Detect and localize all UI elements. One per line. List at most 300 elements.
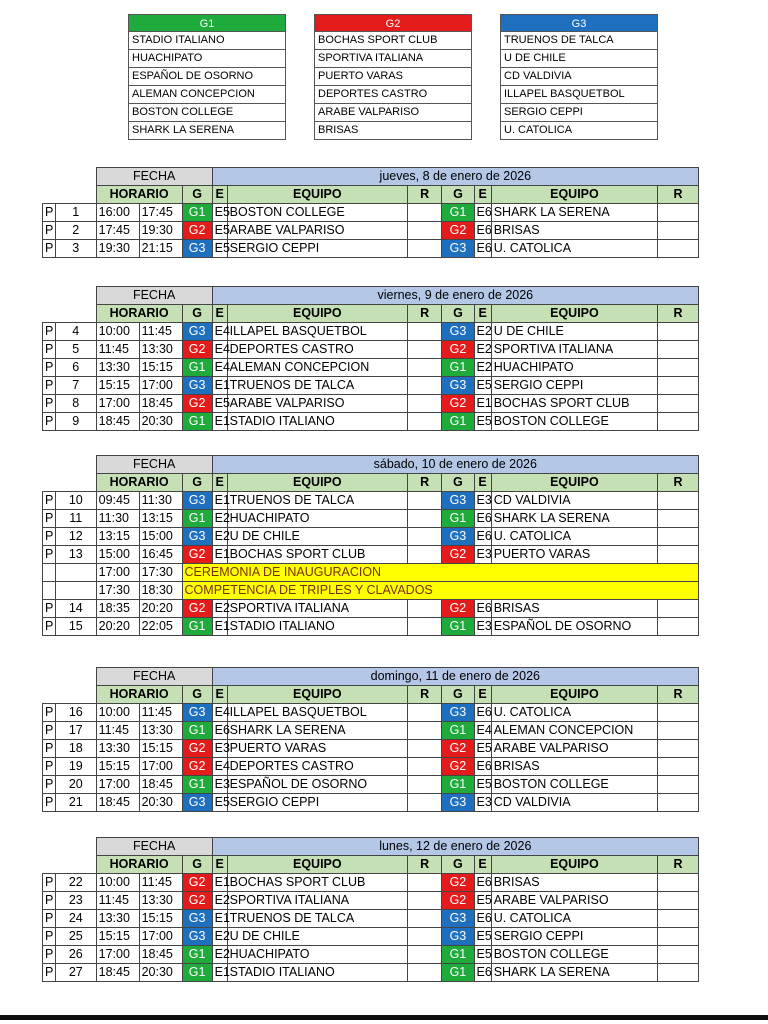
team-header: EQUIPO — [227, 856, 407, 874]
group-col-header: G — [182, 856, 212, 874]
group-badge: G3 — [442, 928, 474, 946]
end-time: 17:45 — [139, 204, 182, 222]
team-header: EQUIPO — [491, 305, 657, 323]
team-number: E3 — [474, 618, 491, 636]
date-header: lunes, 12 de enero de 2026 — [212, 838, 698, 856]
result-cell — [408, 240, 442, 258]
result-cell — [658, 222, 699, 240]
date-header: domingo, 11 de enero de 2026 — [212, 668, 698, 686]
end-time: 16:45 — [139, 546, 182, 564]
phase-cell: P — [43, 546, 56, 564]
group-badge: G2 — [182, 600, 212, 618]
result-cell — [658, 413, 699, 431]
match-row — [43, 204, 699, 222]
team-number: E3 — [212, 740, 227, 758]
team-name: SERGIO CEPPI — [491, 928, 657, 946]
phase-cell: P — [43, 510, 56, 528]
start-time: 15:15 — [96, 928, 139, 946]
match-row — [43, 722, 699, 740]
team-number: E6 — [474, 704, 491, 722]
result-header: R — [658, 186, 699, 204]
match-row — [43, 510, 699, 528]
result-cell — [658, 722, 699, 740]
spacer — [55, 856, 96, 874]
team-name: SHARK LA SERENA — [491, 204, 657, 222]
end-time: 18:45 — [139, 395, 182, 413]
result-cell — [658, 528, 699, 546]
result-cell — [407, 892, 441, 910]
start-time: 11:45 — [96, 892, 139, 910]
team-number-header: E — [212, 856, 227, 874]
result-cell — [658, 794, 699, 812]
match-row — [43, 546, 699, 564]
start-time: 18:35 — [96, 600, 139, 618]
team-number: E5 — [212, 395, 227, 413]
start-time: 19:30 — [96, 240, 139, 258]
match-row — [43, 395, 699, 413]
group-badge: G1 — [442, 618, 474, 636]
spacer — [43, 186, 56, 204]
match-number: 15 — [55, 618, 96, 636]
team-number: E2 — [212, 892, 227, 910]
phase-cell: P — [43, 204, 56, 222]
phase-cell: P — [43, 964, 56, 982]
start-time: 13:30 — [96, 740, 139, 758]
group-badge: G3 — [442, 528, 474, 546]
bottom-divider — [0, 1015, 768, 1020]
empty-cell — [55, 564, 96, 582]
spacer — [43, 474, 56, 492]
team-name: ARABE VALPARISO — [227, 222, 407, 240]
result-cell — [408, 359, 442, 377]
group-badge: G3 — [442, 323, 474, 341]
match-number: 25 — [55, 928, 96, 946]
team-name: BRISAS — [491, 758, 657, 776]
group-badge: G1 — [182, 510, 212, 528]
match-number: 23 — [55, 892, 96, 910]
spacer — [55, 838, 96, 856]
group-team: PUERTO VARAS — [314, 68, 472, 86]
group-badge: G2 — [442, 758, 474, 776]
spacer — [55, 668, 96, 686]
result-header: R — [408, 305, 442, 323]
team-number: E2 — [212, 928, 227, 946]
end-time: 11:45 — [139, 704, 182, 722]
end-time: 11:30 — [139, 492, 182, 510]
phase-cell: P — [43, 874, 56, 892]
end-time: 11:45 — [139, 323, 182, 341]
event-label: CEREMONIA DE INAUGURACION — [182, 564, 698, 582]
team-name: TRUENOS DE TALCA — [227, 910, 407, 928]
group-badge: G1 — [182, 359, 212, 377]
team-number: E1 — [212, 492, 227, 510]
end-time: 17:00 — [139, 928, 182, 946]
start-time: 10:00 — [96, 323, 139, 341]
phase-cell: P — [43, 413, 56, 431]
result-cell — [658, 874, 699, 892]
result-cell — [658, 492, 699, 510]
end-time: 22:05 — [139, 618, 182, 636]
end-time: 13:30 — [139, 341, 182, 359]
team-number: E4 — [212, 704, 227, 722]
group-badge: G1 — [442, 964, 474, 982]
group-team: ESPAÑOL DE OSORNO — [128, 68, 286, 86]
start-time: 17:00 — [96, 564, 139, 582]
empty-cell — [43, 582, 56, 600]
match-row — [43, 359, 699, 377]
team-number: E5 — [474, 892, 491, 910]
match-number: 13 — [55, 546, 96, 564]
team-number: E1 — [212, 618, 227, 636]
match-number: 6 — [55, 359, 96, 377]
result-cell — [407, 546, 441, 564]
team-name: U. CATOLICA — [491, 910, 657, 928]
group-badge: G1 — [442, 776, 474, 794]
spacer — [43, 305, 56, 323]
group-badge: G1 — [442, 510, 474, 528]
team-number: E4 — [474, 722, 491, 740]
group-badge: G1 — [442, 204, 474, 222]
result-header: R — [407, 686, 441, 704]
group-badge: G2 — [442, 341, 474, 359]
team-name: HUACHIPATO — [491, 359, 657, 377]
phase-cell: P — [43, 377, 56, 395]
day-schedule-table — [42, 167, 699, 258]
team-header: EQUIPO — [227, 474, 407, 492]
result-cell — [408, 204, 442, 222]
phase-cell: P — [43, 722, 56, 740]
end-time: 20:30 — [139, 794, 182, 812]
event-row — [43, 564, 699, 582]
team-name: SERGIO CEPPI — [491, 377, 657, 395]
phase-cell: P — [43, 222, 56, 240]
group-badge: G2 — [182, 546, 212, 564]
group-badge: G3 — [442, 794, 474, 812]
team-name: BOCHAS SPORT CLUB — [491, 395, 657, 413]
start-time: 17:30 — [96, 582, 139, 600]
group-col-header: G — [182, 186, 212, 204]
match-row — [43, 618, 699, 636]
start-time: 13:30 — [96, 910, 139, 928]
spacer — [55, 456, 96, 474]
end-time: 13:30 — [139, 892, 182, 910]
match-row — [43, 928, 699, 946]
team-number: E6 — [474, 910, 491, 928]
group-badge: G3 — [442, 240, 474, 258]
team-number: E1 — [212, 964, 227, 982]
group-badge: G1 — [442, 413, 474, 431]
group-team: ALEMAN CONCEPCION — [128, 86, 286, 104]
team-number: E5 — [474, 413, 491, 431]
group-header: G2 — [314, 14, 472, 32]
match-number: 7 — [55, 377, 96, 395]
team-name: SPORTIVA ITALIANA — [227, 600, 407, 618]
team-name: SERGIO CEPPI — [227, 794, 407, 812]
phase-cell: P — [43, 740, 56, 758]
result-cell — [407, 874, 441, 892]
group-badge: G2 — [182, 758, 212, 776]
team-header: EQUIPO — [491, 856, 657, 874]
result-cell — [407, 600, 441, 618]
match-number: 2 — [55, 222, 96, 240]
horario-header: HORARIO — [96, 186, 182, 204]
start-time: 11:30 — [96, 510, 139, 528]
phase-cell: P — [43, 528, 56, 546]
fecha-header: FECHA — [96, 168, 212, 186]
phase-cell: P — [43, 323, 56, 341]
group-badge: G1 — [182, 204, 212, 222]
team-name: ALEMAN CONCEPCION — [491, 722, 657, 740]
match-row — [43, 377, 699, 395]
spacer — [55, 168, 96, 186]
phase-cell: P — [43, 928, 56, 946]
team-number: E1 — [212, 874, 227, 892]
phase-cell: P — [43, 618, 56, 636]
fecha-header: FECHA — [96, 456, 212, 474]
group-box — [500, 14, 658, 140]
result-cell — [407, 528, 441, 546]
result-cell — [407, 910, 441, 928]
group-badge: G2 — [182, 740, 212, 758]
match-row — [43, 776, 699, 794]
match-row — [43, 240, 699, 258]
group-team: U. CATOLICA — [500, 122, 658, 140]
team-number: E2 — [474, 341, 491, 359]
spacer — [55, 686, 96, 704]
match-row — [43, 758, 699, 776]
match-number: 8 — [55, 395, 96, 413]
team-name: BOSTON COLLEGE — [491, 946, 657, 964]
match-number: 19 — [55, 758, 96, 776]
phase-cell: P — [43, 946, 56, 964]
group-team: DEPORTES CASTRO — [314, 86, 472, 104]
match-number: 5 — [55, 341, 96, 359]
team-number: E2 — [474, 323, 491, 341]
result-cell — [407, 510, 441, 528]
start-time: 15:00 — [96, 546, 139, 564]
start-time: 18:45 — [96, 413, 139, 431]
team-name: ARABE VALPARISO — [227, 395, 407, 413]
team-name: ESPAÑOL DE OSORNO — [491, 618, 657, 636]
match-row — [43, 910, 699, 928]
start-time: 13:15 — [96, 528, 139, 546]
phase-cell: P — [43, 492, 56, 510]
team-number: E6 — [474, 204, 491, 222]
team-header: EQUIPO — [491, 686, 657, 704]
fecha-header: FECHA — [96, 668, 212, 686]
team-number: E1 — [212, 546, 227, 564]
group-team: ILLAPEL BASQUETBOL — [500, 86, 658, 104]
day-schedule-table — [42, 286, 699, 431]
spacer — [43, 456, 56, 474]
start-time: 11:45 — [96, 722, 139, 740]
match-row — [43, 874, 699, 892]
group-col-header: G — [442, 474, 474, 492]
result-cell — [407, 794, 441, 812]
match-number: 26 — [55, 946, 96, 964]
phase-cell: P — [43, 892, 56, 910]
end-time: 18:45 — [139, 776, 182, 794]
result-cell — [407, 492, 441, 510]
end-time: 20:20 — [139, 600, 182, 618]
team-name: ILLAPEL BASQUETBOL — [227, 704, 407, 722]
group-badge: G3 — [182, 928, 212, 946]
match-row — [43, 946, 699, 964]
team-number: E6 — [212, 722, 227, 740]
start-time: 17:45 — [96, 222, 139, 240]
group-badge: G2 — [442, 600, 474, 618]
team-name: HUACHIPATO — [227, 510, 407, 528]
result-cell — [408, 377, 442, 395]
match-number: 16 — [55, 704, 96, 722]
result-cell — [407, 946, 441, 964]
horario-header: HORARIO — [96, 305, 182, 323]
team-number: E6 — [474, 510, 491, 528]
team-name: SHARK LA SERENA — [491, 510, 657, 528]
team-name: ARABE VALPARISO — [491, 892, 657, 910]
group-box — [128, 14, 286, 140]
start-time: 10:00 — [96, 704, 139, 722]
match-number: 1 — [55, 204, 96, 222]
team-number: E5 — [474, 776, 491, 794]
result-cell — [658, 359, 699, 377]
group-team: BRISAS — [314, 122, 472, 140]
group-badge: G3 — [442, 377, 474, 395]
team-number-header: E — [474, 305, 491, 323]
group-team: SPORTIVA ITALIANA — [314, 50, 472, 68]
match-row — [43, 704, 699, 722]
group-team: CD VALDIVIA — [500, 68, 658, 86]
team-number: E4 — [212, 359, 227, 377]
start-time: 15:15 — [96, 377, 139, 395]
result-cell — [658, 510, 699, 528]
result-cell — [658, 946, 699, 964]
result-header: R — [658, 305, 699, 323]
team-name: BOCHAS SPORT CLUB — [227, 874, 407, 892]
result-cell — [407, 722, 441, 740]
phase-cell: P — [43, 704, 56, 722]
team-name: STADIO ITALIANO — [227, 413, 407, 431]
date-header: jueves, 8 de enero de 2026 — [212, 168, 698, 186]
result-header: R — [407, 474, 441, 492]
end-time: 13:30 — [139, 722, 182, 740]
fecha-header: FECHA — [96, 838, 212, 856]
result-cell — [658, 704, 699, 722]
result-cell — [658, 758, 699, 776]
team-number: E4 — [212, 758, 227, 776]
team-name: TRUENOS DE TALCA — [227, 377, 407, 395]
group-team: HUACHIPATO — [128, 50, 286, 68]
group-badge: G2 — [182, 874, 212, 892]
group-badge: G1 — [442, 722, 474, 740]
phase-cell: P — [43, 359, 56, 377]
team-name: BOCHAS SPORT CLUB — [227, 546, 407, 564]
result-cell — [658, 600, 699, 618]
day-schedule-table — [42, 837, 699, 982]
start-time: 10:00 — [96, 874, 139, 892]
result-cell — [658, 204, 699, 222]
group-badge: G2 — [442, 222, 474, 240]
empty-cell — [55, 582, 96, 600]
group-badge: G2 — [182, 395, 212, 413]
match-number: 17 — [55, 722, 96, 740]
group-badge: G1 — [182, 722, 212, 740]
start-time: 20:20 — [96, 618, 139, 636]
team-number: E6 — [474, 528, 491, 546]
group-team: SERGIO CEPPI — [500, 104, 658, 122]
team-name: PUERTO VARAS — [491, 546, 657, 564]
phase-cell: P — [43, 341, 56, 359]
team-number: E5 — [212, 204, 227, 222]
match-row — [43, 600, 699, 618]
start-time: 15:15 — [96, 758, 139, 776]
group-badge: G3 — [182, 240, 212, 258]
result-cell — [658, 240, 699, 258]
match-number: 3 — [55, 240, 96, 258]
empty-cell — [43, 564, 56, 582]
group-badge: G1 — [182, 776, 212, 794]
horario-header: HORARIO — [96, 856, 182, 874]
result-cell — [407, 964, 441, 982]
group-box — [314, 14, 472, 140]
match-row — [43, 323, 699, 341]
team-number: E6 — [474, 600, 491, 618]
team-name: TRUENOS DE TALCA — [227, 492, 407, 510]
fecha-header: FECHA — [96, 287, 212, 305]
end-time: 19:30 — [139, 222, 182, 240]
spacer — [55, 474, 96, 492]
result-cell — [408, 413, 442, 431]
team-number: E6 — [474, 240, 491, 258]
match-number: 21 — [55, 794, 96, 812]
team-name: HUACHIPATO — [227, 946, 407, 964]
team-number: E5 — [474, 377, 491, 395]
team-name: SPORTIVA ITALIANA — [227, 892, 407, 910]
group-badge: G3 — [442, 704, 474, 722]
date-header: viernes, 9 de enero de 2026 — [212, 287, 698, 305]
team-name: ESPAÑOL DE OSORNO — [227, 776, 407, 794]
result-header: R — [658, 856, 699, 874]
team-name: STADIO ITALIANO — [227, 618, 407, 636]
end-time: 17:00 — [139, 758, 182, 776]
group-team: TRUENOS DE TALCA — [500, 32, 658, 50]
match-number: 11 — [55, 510, 96, 528]
team-name: U DE CHILE — [227, 928, 407, 946]
group-team: BOCHAS SPORT CLUB — [314, 32, 472, 50]
end-time: 15:15 — [139, 740, 182, 758]
group-badge: G3 — [442, 492, 474, 510]
match-row — [43, 794, 699, 812]
result-cell — [408, 341, 442, 359]
result-cell — [658, 892, 699, 910]
end-time: 21:15 — [139, 240, 182, 258]
match-row — [43, 222, 699, 240]
event-label: COMPETENCIA DE TRIPLES Y CLAVADOS — [182, 582, 698, 600]
team-number: E6 — [474, 964, 491, 982]
group-col-header: G — [442, 186, 474, 204]
result-cell — [658, 776, 699, 794]
result-cell — [407, 704, 441, 722]
match-row — [43, 413, 699, 431]
phase-cell: P — [43, 776, 56, 794]
match-row — [43, 892, 699, 910]
group-col-header: G — [442, 305, 474, 323]
start-time: 17:00 — [96, 776, 139, 794]
team-name: SPORTIVA ITALIANA — [491, 341, 657, 359]
end-time: 17:30 — [139, 564, 182, 582]
match-number: 22 — [55, 874, 96, 892]
team-number: E3 — [474, 794, 491, 812]
